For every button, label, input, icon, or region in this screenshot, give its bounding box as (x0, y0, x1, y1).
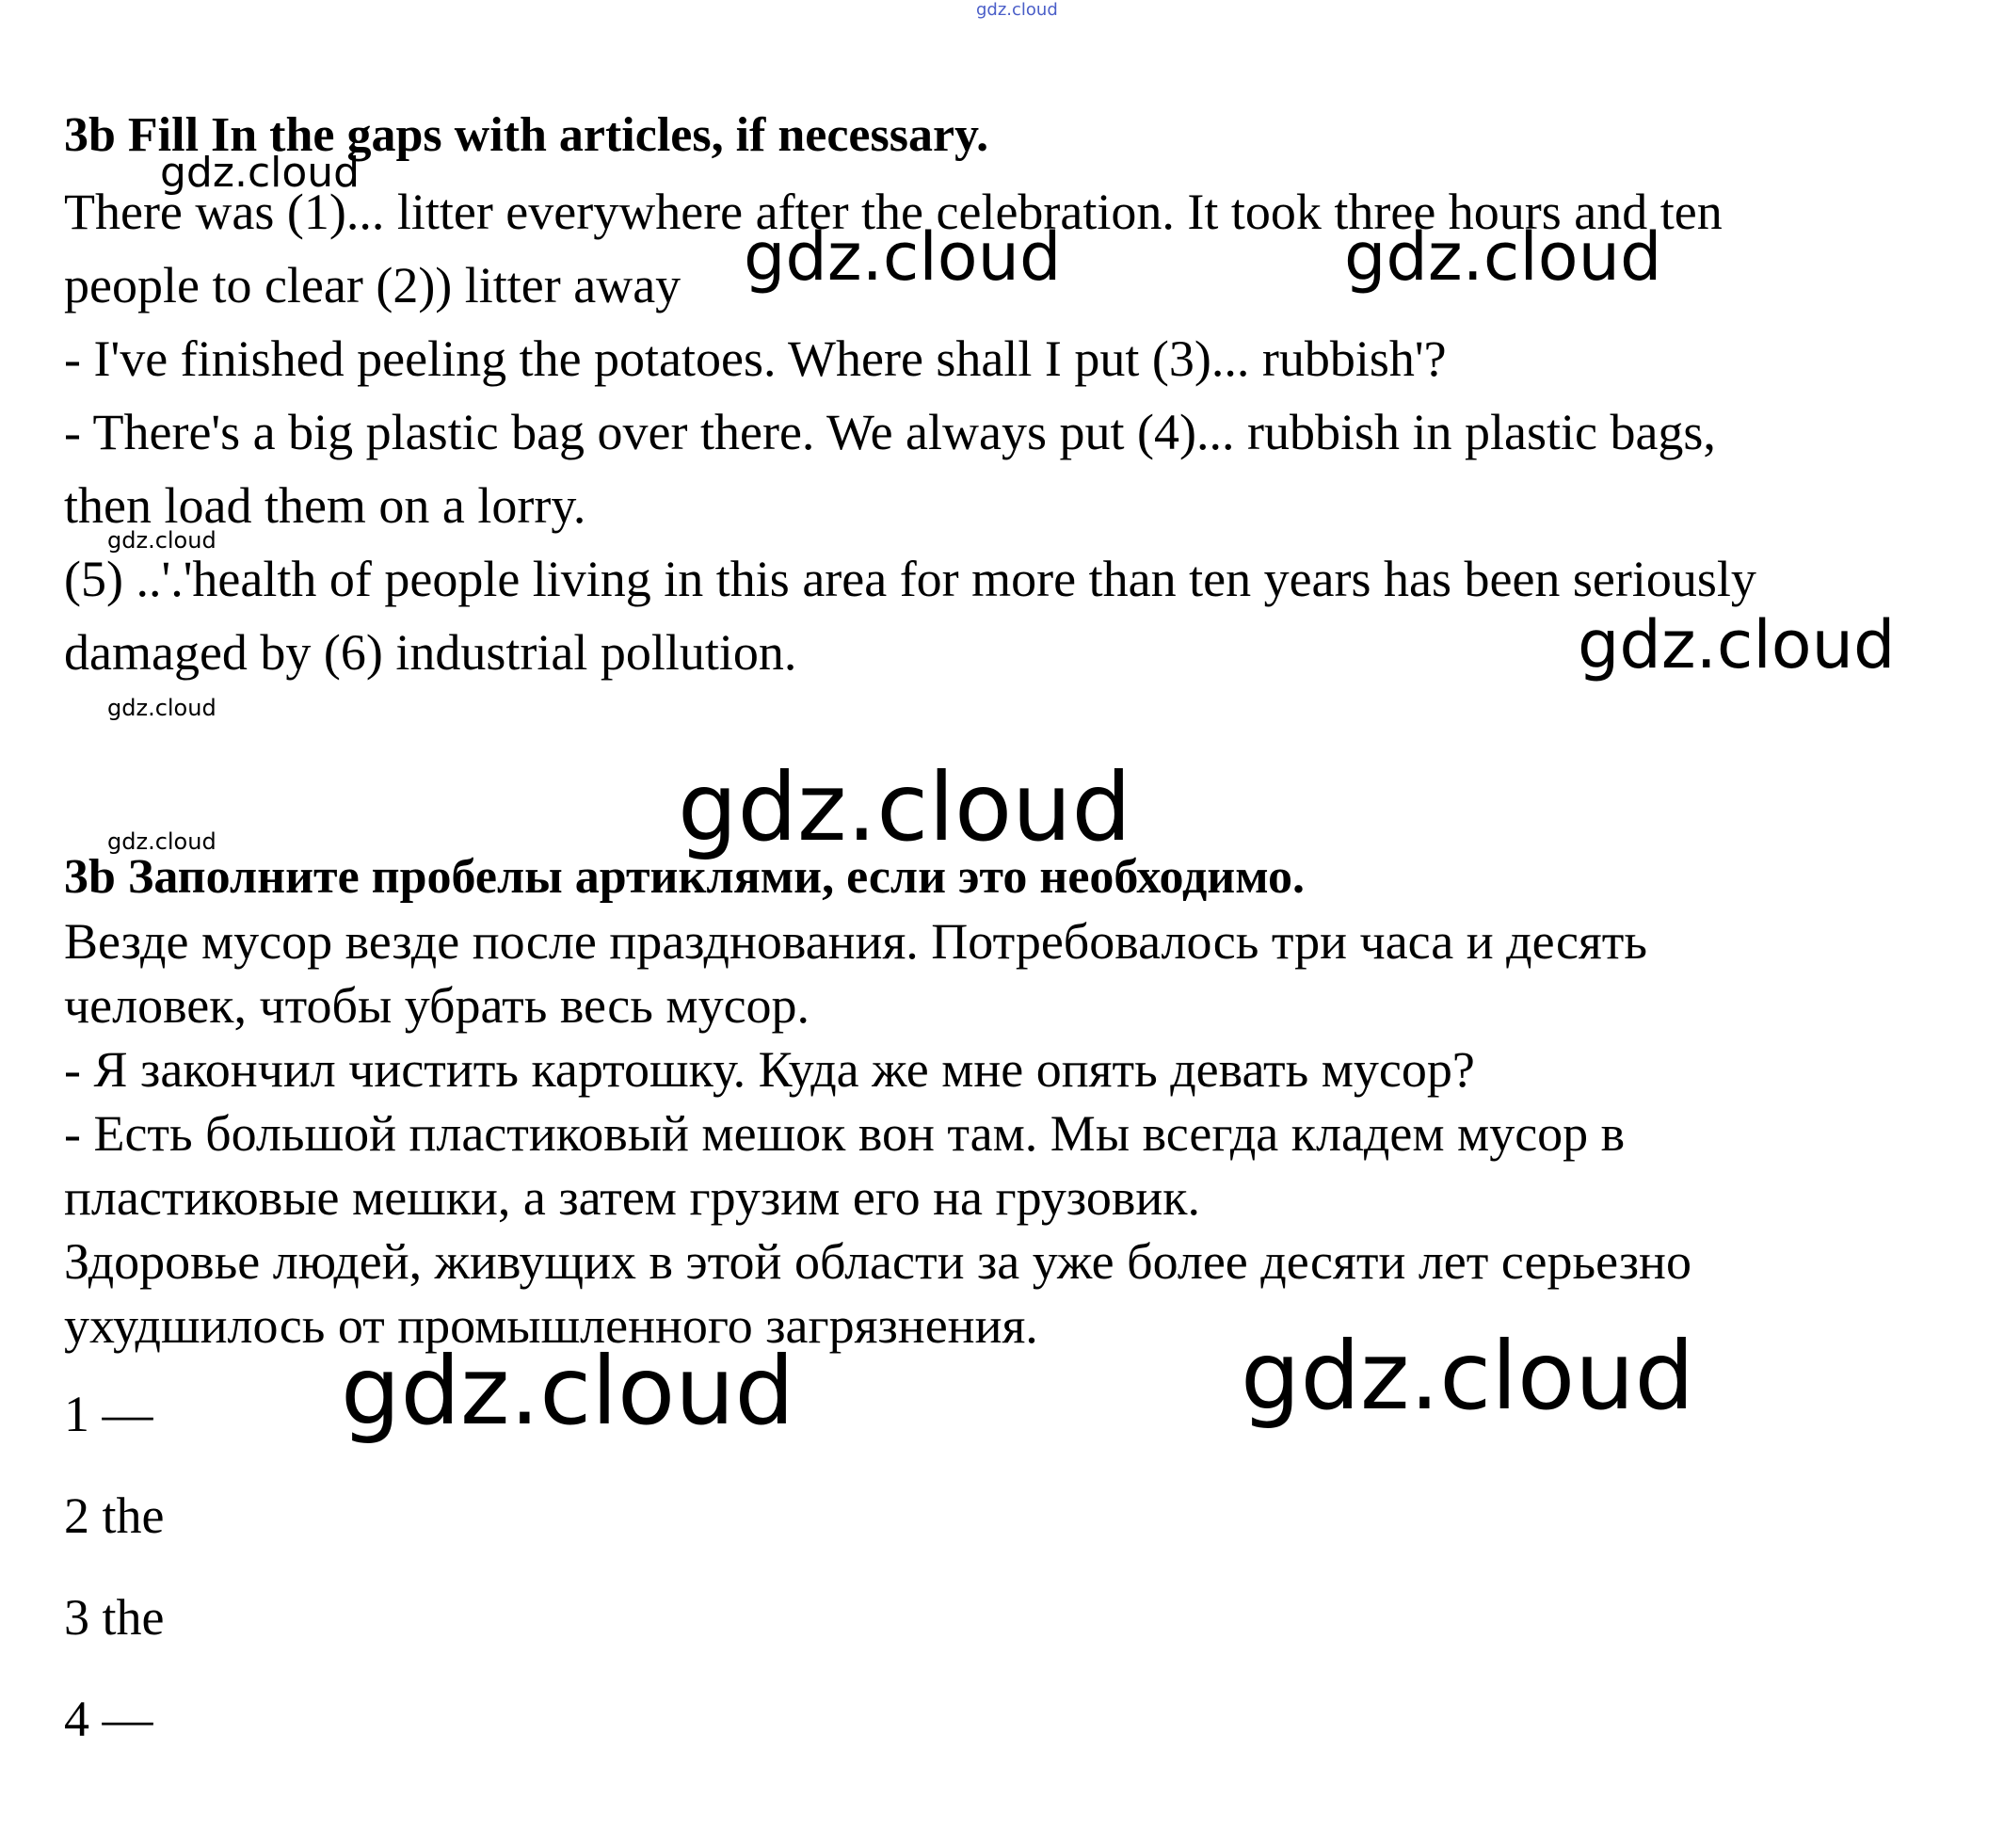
answer-item: 2 the (64, 1487, 165, 1544)
text-line: - I've finished peeling the potatoes. Where shall I put (3)... rubbish'? (64, 330, 1447, 387)
watermark: gdz.cloud (678, 752, 1132, 862)
watermark: gdz.cloud (107, 828, 216, 855)
watermark: gdz.cloud (744, 218, 1062, 296)
answer-item: 1 — (64, 1386, 153, 1442)
watermark: gdz.cloud (160, 149, 361, 197)
watermark: gdz.cloud (341, 1336, 795, 1446)
text-line: - There's a big plastic bag over there. We always put (4)... rubbish in plastic bags, (64, 404, 1716, 460)
answer-item: 3 the (64, 1589, 165, 1646)
answer-item: 4 — (64, 1691, 153, 1747)
watermark: gdz.cloud (1241, 1321, 1695, 1431)
text-line: (5) ..'.'health of people living in this area for more than ten years has been seriously (64, 551, 1756, 607)
text-line: человек, чтобы убрать весь мусор. (64, 977, 810, 1034)
text-line: - Я закончил чистить картошку. Куда же мне опять девать мусор? (64, 1041, 1475, 1098)
text-line: damaged by (6) industrial pollution. (64, 624, 797, 681)
watermark: gdz.cloud (107, 695, 216, 721)
english-exercise-title: 3b Fill In the gaps with articles, if necessary. (64, 108, 989, 162)
text-line: - Есть большой пластиковый мешок вон там. Мы всегда кладем мусор в (64, 1105, 1626, 1162)
watermark: gdz.cloud (976, 0, 1058, 20)
text-line: пластиковые мешки, а затем грузим его на грузовик. (64, 1169, 1201, 1226)
watermark: gdz.cloud (1344, 218, 1662, 296)
text-line: Здоровье людей, живущих в этой области за уже более десяти лет серьезно (64, 1233, 1691, 1290)
text-line: Везде мусор везде после празднования. Потребовалось три часа и десять (64, 913, 1647, 970)
russian-exercise-title: 3b Заполните пробелы артиклями, если это необходимо. (64, 850, 1305, 904)
watermark: gdz.cloud (1578, 606, 1896, 683)
text-line: There was (1)... litter everywhere after the celebration. It took three hours and ten (64, 184, 1723, 240)
watermark: gdz.cloud (107, 527, 216, 554)
text-line: then load them on a lorry. (64, 477, 586, 534)
text-line: ухудшилось от промышленного загрязнения. (64, 1297, 1038, 1354)
text-line: people to clear (2)) litter away (64, 257, 681, 313)
russian-exercise-text (64, 909, 1947, 1358)
